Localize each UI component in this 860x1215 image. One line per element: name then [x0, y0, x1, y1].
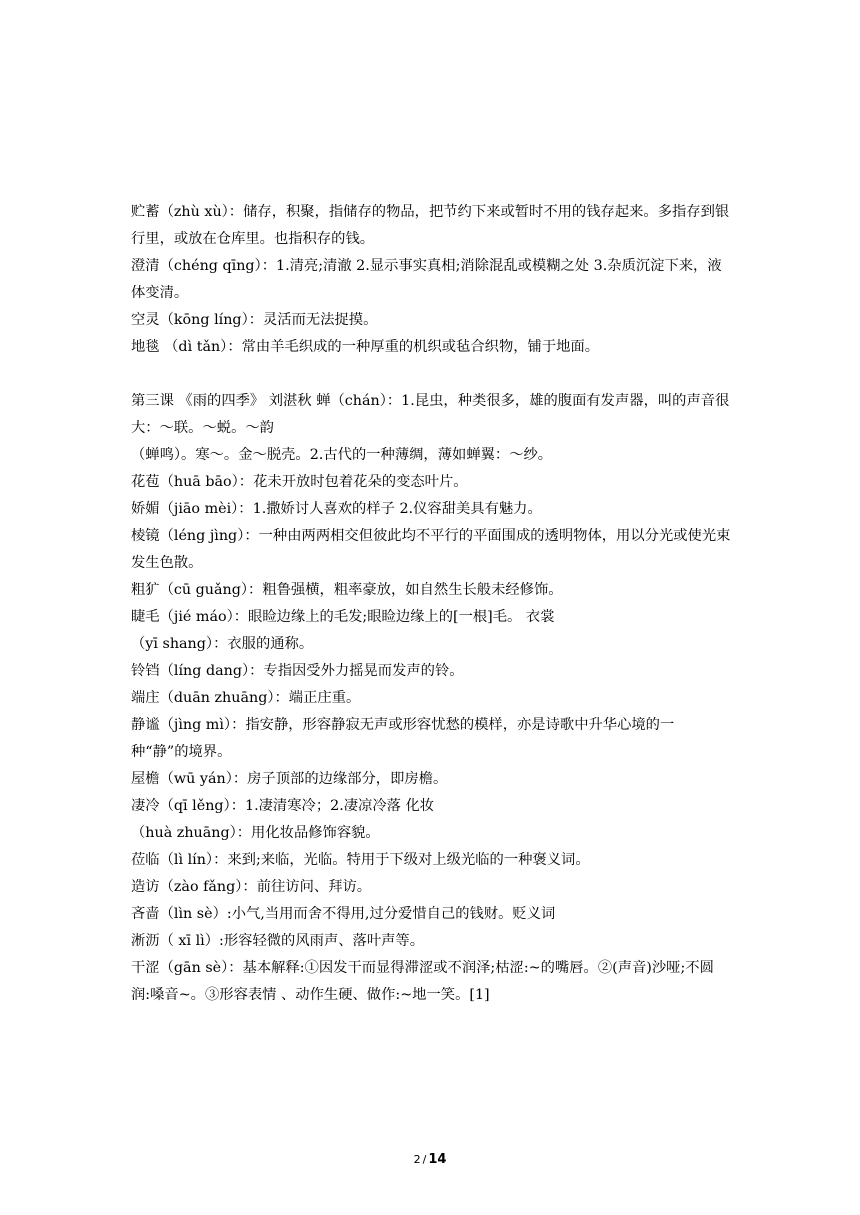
total-pages-number: 14: [428, 1152, 447, 1167]
current-page-number: 2: [413, 1153, 421, 1166]
entry-jingmi: 静谧（jìng mì）：指安静，形容静寂无声或形容忧愁的模样，亦是诗歌中升华心境的一种“静”的境界。: [131, 717, 675, 760]
entry-huabao: 花苞（huā bāo）：花未开放时包着花朵的变态叶片。: [131, 474, 468, 490]
lesson-heading-chan: 第三课 《雨的四季》 刘湛秋 蝉（chán）：1.昆虫，种类很多，雄的腹面有发声器，叫的声音很大：～联。～蜕。～韵: [131, 393, 730, 436]
entry-jiaomei: 娇媚（jiāo mèi）：1.撒娇讨人喜欢的样子 2.仪容甜美具有魅力。: [131, 501, 542, 517]
entry-jiemao: 睫毛（jié máo）：眼睑边缘上的毛发;眼睑边缘上的[一根]毛。 衣裳: [131, 609, 555, 625]
entry-lilin: 莅临（lì lín）：来到;来临，光临。特用于下级对上级光临的一种褒义词。: [131, 852, 590, 868]
entry-zhuxu: 贮蓄（zhù xù）：储存，积聚，指储存的物品，把节约下来或暂时不用的钱存起来。多指存到银行里，或放在仓库里。也指积存的钱。: [131, 204, 730, 247]
document-body: [131, 199, 731, 1009]
entry-xili: 淅沥（ xī lì）:形容轻微的风雨声、落叶声等。: [131, 933, 425, 949]
entry-kongling: 空灵（kōng líng）：灵活而无法捉摸。: [131, 312, 378, 328]
entry-zaofang: 造访（zào fǎng）：前往访问、拜访。: [131, 879, 372, 895]
entry-chengqing: 澄清（chéng qīng）：1.清亮;清澈 2.显示事实真相;消除混乱或模糊之处 3.杂质沉淀下来，液体变清。: [131, 258, 722, 301]
entry-ditan: 地毯 （dì tǎn）：常由羊毛织成的一种厚重的机织或毡合织物，铺于地面。: [131, 339, 600, 355]
entry-gansе: 干涩（gān sè）：基本解释:①因发干而显得滞涩或不润泽;枯涩:~的嘴唇。②(声音)沙哑;不圆润:嗓音~。③形容表情 、动作生硬、做作:~地一笑。[1]: [131, 960, 714, 1003]
entry-huazhuang: （huà zhuāng）：用化妆品修饰容貌。: [131, 825, 380, 841]
entry-linse: 吝啬（lìn sè）:小气,当用而舍不得用,过分爱惜自己的钱财。贬义词: [131, 906, 556, 922]
page-separator: /: [422, 1153, 427, 1166]
entry-wuyan: 屋檐（wū yán）：房子顶部的边缘部分，即房檐。: [131, 771, 448, 787]
paragraph-spacer: [131, 361, 731, 388]
entry-lengjing: 棱镜（léng jìng）：一种由两两相交但彼此均不平行的平面围成的透明物体，用以分光或使光束发生色散。: [131, 528, 731, 571]
entry-qileng: 凄冷（qī lěng）：1.凄清寒冷；2.凄凉冷落 化妆: [131, 798, 435, 814]
entry-yishang: （yī shang）：衣服的通称。: [131, 636, 314, 652]
page-number-footer: [0, 1151, 860, 1169]
entry-duanzhuang: 端庄（duān zhuāng）：端正庄重。: [131, 690, 361, 706]
entry-cuguang: 粗犷（cū guǎng）：粗鲁强横，粗率豪放，如自然生长般未经修饰。: [131, 582, 563, 598]
entry-chan-continued: （蝉鸣）。寒～。金～脱壳。2.古代的一种薄绸，薄如蝉翼：～纱。: [131, 447, 553, 463]
entry-lingdang: 铃铛（líng dang）：专指因受外力摇晃而发声的铃。: [131, 663, 464, 679]
